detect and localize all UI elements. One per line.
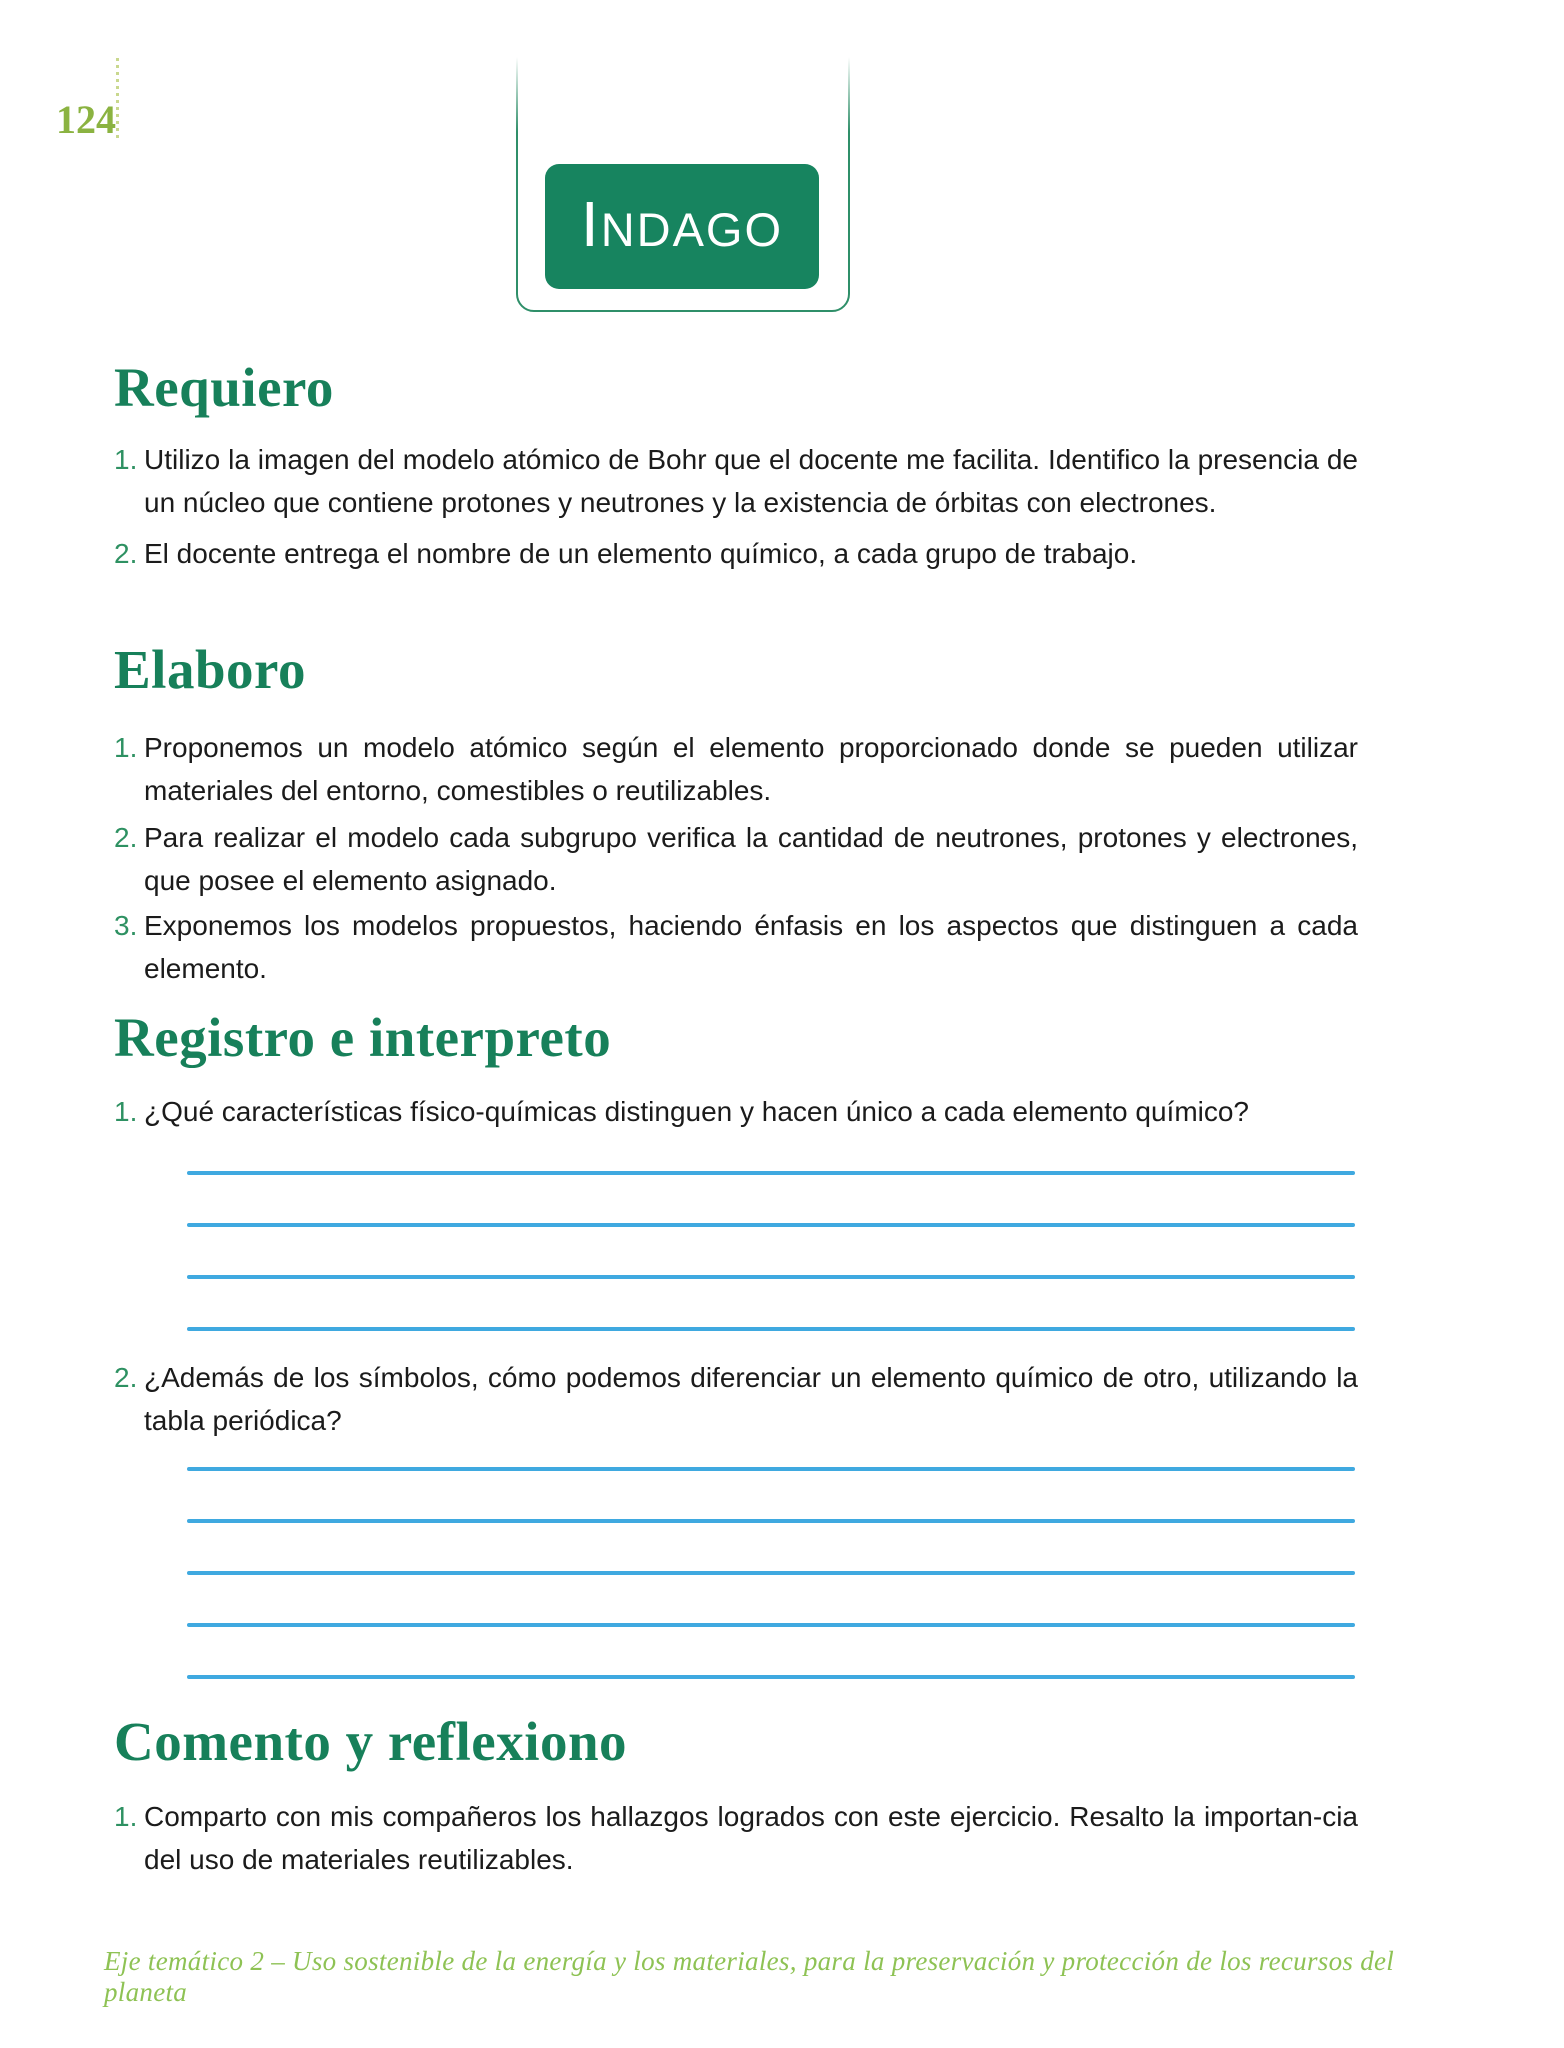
badge-label-rest: NDAGO — [600, 203, 784, 256]
footer-theme-note: Eje temático 2 – Uso sostenible de la energía y los materiales, para la preservación y protección de los recursos del planeta — [104, 1946, 1395, 2007]
list-item — [114, 438, 1358, 525]
answer-lines-group — [187, 1467, 1355, 1679]
item-text: Exponemos los modelos propuestos, haciendo énfasis en los aspectos que distinguen a cada elemento. — [144, 910, 1358, 985]
question-text: ¿Además de los símbolos, cómo podemos diferenciar un elemento químico de otro, utilizando la tabla periódica? — [144, 1362, 1358, 1437]
question-item — [114, 1356, 1358, 1443]
item-number: 1. — [114, 1096, 138, 1127]
item-number: 2. — [114, 538, 138, 569]
list-item — [114, 1795, 1358, 1882]
badge-frame-fade — [506, 28, 856, 132]
list-item — [114, 726, 1358, 813]
answer-line — [187, 1467, 1355, 1471]
indago-badge — [545, 164, 819, 289]
answer-line — [187, 1519, 1355, 1523]
item-number: 1. — [114, 1801, 138, 1832]
answer-line — [187, 1571, 1355, 1575]
section-title-requiero: Requiero — [114, 357, 334, 418]
section-title-registro: Registro e interpreto — [114, 1007, 612, 1068]
answer-line — [187, 1675, 1355, 1679]
item-text: El docente entrega el nombre de un elemento químico, a cada grupo de trabajo. — [144, 538, 1138, 569]
answer-lines-group — [187, 1171, 1355, 1331]
item-number: 1. — [114, 732, 138, 763]
item-text: Proponemos un modelo atómico según el elemento proporcionado donde se pueden utilizar materiales del entorno, comestibles o reutilizables. — [144, 732, 1358, 807]
question-text: ¿Qué características físico-químicas distinguen y hacen único a cada elemento químico? — [144, 1096, 1250, 1127]
badge-initial: I — [580, 188, 601, 260]
item-text: Utilizo la imagen del modelo atómico de Bohr que el docente me facilita. Identifico la presencia de un núcleo que contiene protones y neutrones y la existencia de órbitas con electrones. — [144, 444, 1358, 519]
list-item — [114, 816, 1358, 903]
item-number: 3. — [114, 910, 138, 941]
answer-line — [187, 1275, 1355, 1279]
answer-line — [187, 1327, 1355, 1331]
section-title-comento: Comento y reflexiono — [114, 1711, 628, 1772]
section-title-elaboro: Elaboro — [114, 639, 306, 700]
item-number: 2. — [114, 1362, 138, 1393]
dotted-divider — [116, 58, 119, 142]
question-item — [114, 1090, 1358, 1133]
item-text: Comparto con mis compañeros los hallazgos logrados con este ejercicio. Resalto la importan-cia del uso de materiales reutilizables. — [144, 1801, 1358, 1876]
answer-line — [187, 1171, 1355, 1175]
list-item — [114, 532, 1358, 575]
item-number: 1. — [114, 444, 138, 475]
item-text: Para realizar el modelo cada subgrupo verifica la cantidad de neutrones, protones y electrones, que posee el elemento asignado. — [144, 822, 1358, 897]
answer-line — [187, 1223, 1355, 1227]
page-number: 124 — [56, 97, 116, 142]
answer-line — [187, 1623, 1355, 1627]
list-item — [114, 904, 1358, 991]
item-number: 2. — [114, 822, 138, 853]
